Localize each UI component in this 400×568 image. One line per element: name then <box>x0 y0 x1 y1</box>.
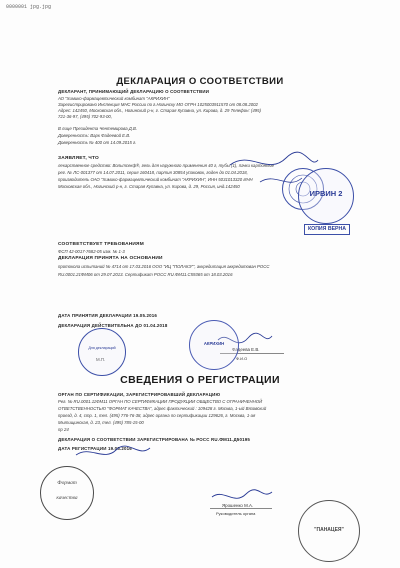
basis-line: протокола испытаний № 4714 от 17.03.2016 ООО "ИЦ "ПОЛАКЭ"", аккредитация аккредитован РОСС <box>58 264 270 269</box>
akrikhin-seal <box>189 320 239 370</box>
registration-date: ДАТА РЕГИСТРАЦИИ 19.05.2016 <box>58 446 132 451</box>
cert-body-line: проезд, д. 4, стр. 1, тел. (495) 776-76-38, адрес органа по сертификации 129626, г. Москва, 1-ая <box>58 413 256 418</box>
panacea-seal <box>298 500 360 562</box>
applicant-heading: ДЕКЛАРАНТ, ПРИНИМАЮЩИЙ ДЕКЛАРАЦИЮ О СООТВЕТСТВИИ <box>58 89 210 94</box>
copy-true-text: КОПИЯ ВЕРНА <box>308 226 346 232</box>
states-line: рег. № ЛС-001377 от 14.07.2011, серия 160418, партия 30854 упаковок, годен до 01.04.2018, <box>58 170 248 175</box>
requirements-heading: СООТВЕТСТВУЕТ ТРЕБОВАНИЯМ <box>58 242 144 247</box>
accepted-date: ДАТА ПРИНЯТИЯ ДЕКЛАРАЦИИ 19.05.2016 <box>58 313 158 318</box>
registered-line: ДЕКЛАРАЦИЯ О СООТВЕТСТВИИ ЗАРЕГИСТРИРОВАНА № РОСС RU.ФМ11.Д50195 <box>58 437 251 442</box>
applicant-line: 721-36-97, (495) 702-93-00, <box>58 114 112 119</box>
head-caption: Руководитель органа <box>216 511 256 516</box>
declaration-seal <box>78 328 126 376</box>
cert-body-heading: ОРГАН ПО СЕРТИФИКАЦИИ, ЗАРЕГИСТРИРОВАВШИЙ ДЕКЛАРАЦИЮ <box>58 392 221 397</box>
format-seal-bottom: качества <box>56 495 78 501</box>
states-heading: ЗАЯВЛЯЕТ, ЧТО <box>58 156 99 161</box>
head-name: Ярошенко М.А. <box>222 503 254 508</box>
applicant-line: Доверенность № 400 от 14.09.2015 г. <box>58 140 137 145</box>
valid-until: ДЕКЛАРАЦИЯ ДЕЙСТВИТЕЛЬНА ДО 01.04.2018 <box>58 323 168 328</box>
basis-heading: ДЕКЛАРАЦИЯ ПРИНЯТА НА ОСНОВАНИИ <box>58 256 163 261</box>
signature-scribble <box>212 490 272 499</box>
stamp-place-label: М.П. <box>96 357 106 362</box>
format-seal-top: Формат <box>57 480 77 486</box>
irbin-seal-text: ИРВИН 2 <box>309 189 343 198</box>
applicant-line: АО "Химико-фармацевтический комбинат "АКРИХИН" <box>58 96 170 101</box>
applicant-line: Доверенность: Варк Фадеевой Е.В. <box>58 133 131 138</box>
cert-body-line: ОТВЕТСТВЕННОСТЬЮ "ФОРМАТ КАЧЕСТВА", адрес фактический : 109428 г. Москва, 1-ый Вязовский <box>58 406 267 411</box>
states-line: производитель ОАО "Химико-фармацевтический комбинат "АКРИХИН", ИНН 5031013320 ИНН <box>58 177 253 182</box>
cert-body-line: Мытищинская, д. 23, тел. (495) 785-15-00 <box>58 420 144 425</box>
declaration-title: ДЕКЛАРАЦИЯ О СООТВЕТСТВИИ <box>116 76 284 87</box>
signature-scribble <box>76 446 150 455</box>
states-line: Московская обл., Ногинский р-н, г. Старая Купавна, ул. Кирова, д. 29, Россия, инд.142450 <box>58 184 240 189</box>
requirements-line: ФСП 42-0017-7682-05 изм. № 1-3 <box>58 249 125 254</box>
copy-true-stamp <box>304 224 350 235</box>
panacea-seal-text: "ПАНАЦЕЯ" <box>314 527 344 533</box>
basis-line: RU.0001.21ФМ06 от 29.07.2013. Сертификат РОСС RU.ФМ11.С59365 от 18.03.2016 <box>58 272 233 277</box>
akrikhin-seal-text: АКРИХИН <box>203 341 225 346</box>
file-name: 0000001 jpg.jpg <box>6 4 52 10</box>
states-line: лекарственное средство: Вольтсекф®, гель для наружного применения 40 г, тубы (1), пачки картонные <box>58 163 275 168</box>
applicant-line: В лице Президента Чентемирова Д.В. <box>58 126 138 131</box>
irbin-seal <box>298 168 354 224</box>
signatory-name: Фадеева Е.В. <box>232 347 260 352</box>
applicant-line: Адрес: 142450, Московская обл., Ногинский р-н, г. Старая Купавна, ул. Кирова, д. 29 Телефон: (495) <box>58 108 261 113</box>
applicant-line: Зарегистрировано Инспекция МНС России по г.Ногинску МО ОГРН 1025003911570 от 08.08.2002 <box>58 102 258 107</box>
format-quality-seal <box>40 466 94 520</box>
signatory-caption: Ф.И.О <box>236 356 248 361</box>
declaration-seal-text: Для деклараций <box>88 346 116 350</box>
cert-body-line: Рег. № RU.0001.11ФМ11 ОРГАН ПО СЕРТИФИКАЦИИ ПРОДУКЦИИ ОБЩЕСТВО С ОГРАНИЧЕННОЙ <box>58 399 263 404</box>
registration-title: СВЕДЕНИЯ О РЕГИСТРАЦИИ <box>120 374 280 386</box>
signature-scribble <box>230 152 318 165</box>
cert-body-line: пр 24 <box>58 427 69 432</box>
